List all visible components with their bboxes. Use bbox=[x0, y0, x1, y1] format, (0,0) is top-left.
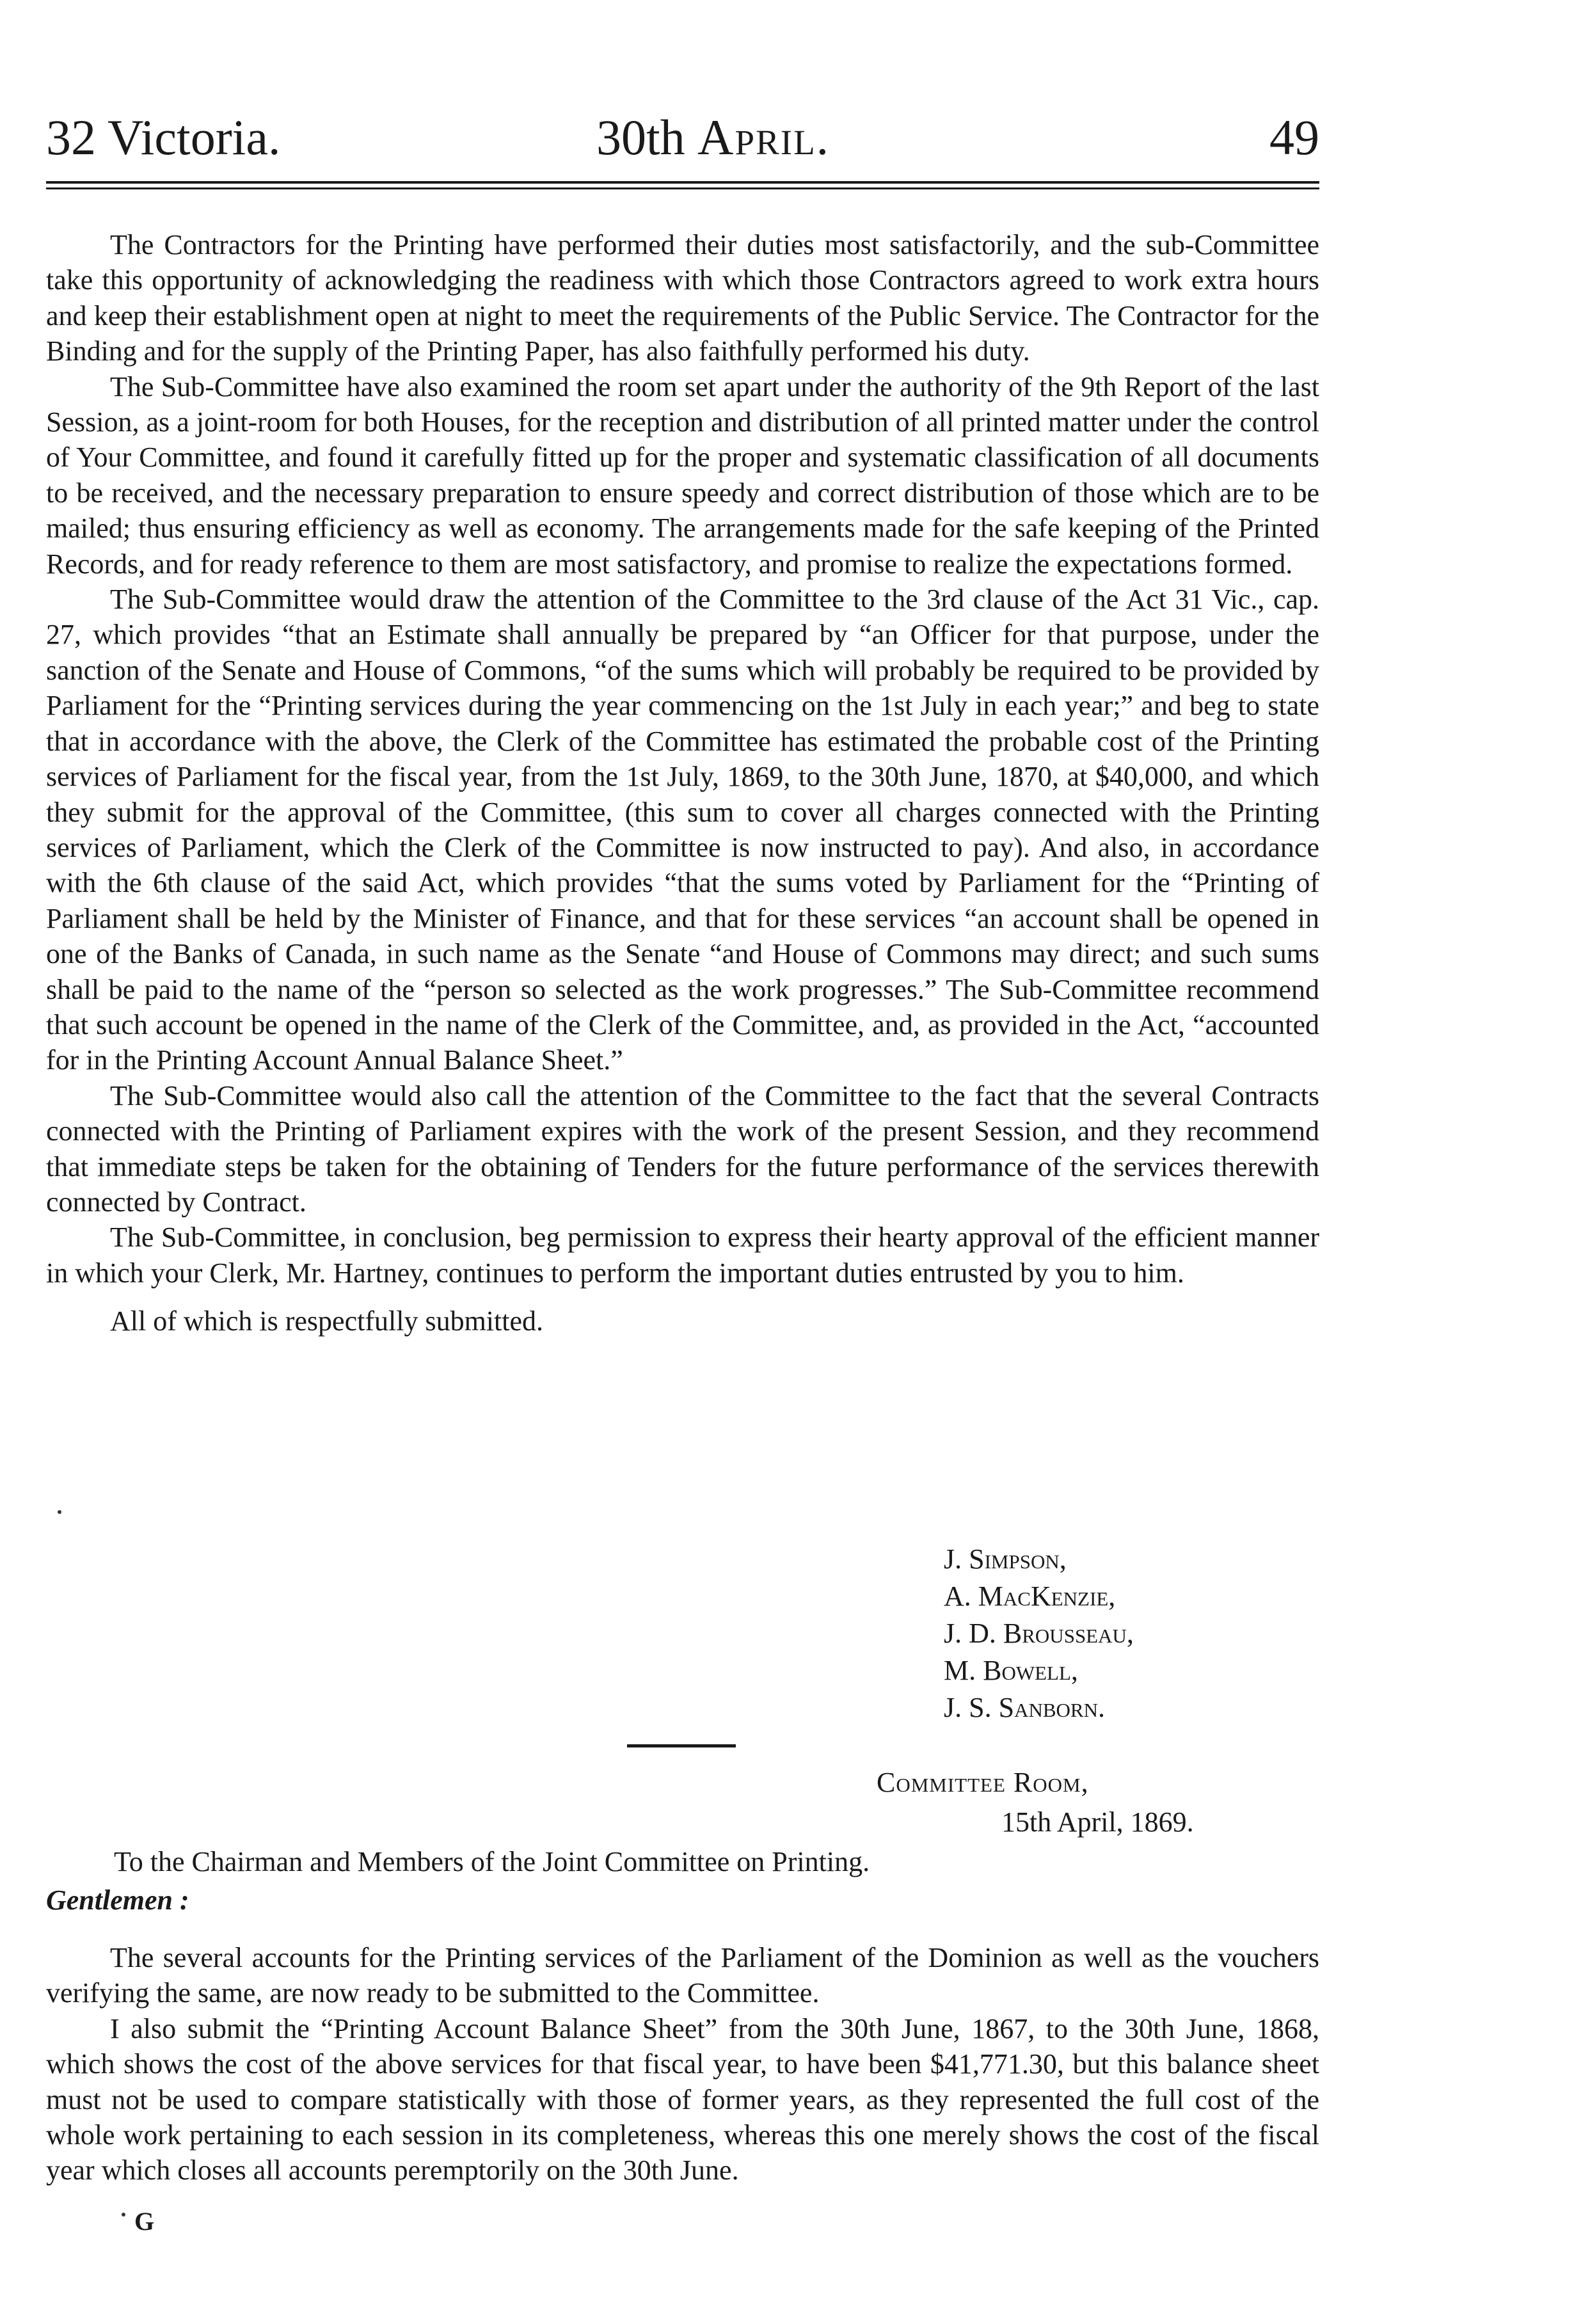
header-date-day: 30th bbox=[596, 109, 685, 165]
paragraph-contractors: The Contractors for the Printing have performed their duties most satisfactorily, and the sub-Committee take this opportunity of acknowledging the readiness with which those Contractors agreed to work extra hours and keep their establishment open at night to meet the requirements of the Public Service. The Contractor for the Binding and for the supply of the Printing Paper, has also faithfully performed his duty. bbox=[46, 229, 1319, 367]
stray-mark bbox=[58, 1510, 61, 1514]
signatory: J. Simpson, bbox=[944, 1543, 1067, 1575]
letter-body bbox=[46, 1940, 1319, 2188]
paragraph-joint-room: The Sub-Committee have also examined the room set apart under the authority of the 9th Report of the last Session, as a joint-room for both Houses, for the reception and distribution of all printed matter under the control of Your Committee, and found it carefully fitted up for the proper and systematic classification of all documents to be received, and the necessary preparation to ensure speedy and correct distribution of those which are to be mailed; thus ensuring efficiency as well as economy. The arrangements made for the safe keeping of the Printed Records, and for ready reference to them are most satisfactory, and promise to realize the expectations formed. bbox=[46, 370, 1319, 580]
signature-mark: G bbox=[134, 2207, 155, 2236]
letter-paragraph-balance-sheet: I also submit the “Printing Account Balance Sheet” from the 30th June, 1867, to the 30th June, 1868, which shows the cost of the above services for that fiscal year, to have been $41,771.30, but this balance sheet must not be used to compare statistically with those of former years, as they represented the full cost of the whole work pertaining to each session in its completeness, whereas this one merely shows the cost of the fiscal year which closes all accounts peremptorily on the 30th June. bbox=[46, 2012, 1319, 2186]
header-date bbox=[596, 109, 830, 166]
letter-addressee: To the Chairman and Members of the Joint Committee on Printing. bbox=[114, 1846, 870, 1877]
page-number: 49 bbox=[1269, 109, 1319, 165]
report-body bbox=[46, 227, 1319, 1339]
letter-date: 15th April, 1869. bbox=[1001, 1806, 1194, 1838]
paragraph-contracts: The Sub-Committee would also call the attention of the Committee to the fact that the several Contracts connected with the Printing of Parliament expires with the work of the present Session, and they recommend that immediate steps be taken for the obtaining of Tenders for the future performance of the services therewith connected by Contract. bbox=[46, 1079, 1319, 1218]
header-regnal-year: 32 Victoria. bbox=[46, 109, 281, 165]
letter-salutation: Gentlemen : bbox=[46, 1884, 189, 1916]
letter-paragraph-accounts: The several accounts for the Printing services of the Parliament of the Dominion as well as the vouchers verifying the same, are now ready to be submitted to the Committee. bbox=[46, 1942, 1319, 2009]
section-divider bbox=[627, 1744, 736, 1747]
paragraph-conclusion: The Sub-Committee, in conclusion, beg permission to express their hearty approval of the efficient manner in which your Clerk, Mr. Hartney, continues to perform the important duties entrusted by you to him. bbox=[46, 1222, 1319, 1289]
closing-line: All of which is respectfully submitted. bbox=[110, 1305, 543, 1337]
signatory: A. MacKenzie, bbox=[944, 1580, 1116, 1612]
signatory: J. S. Sanborn. bbox=[944, 1692, 1105, 1723]
stray-mark bbox=[122, 2213, 125, 2217]
paragraph-estimate: The Sub-Committee would draw the attention of the Committee to the 3rd clause of the Act 31 Vic., cap. 27, which provides “that an Estimate shall annually be prepared by “an Officer for that purpose, under the sanction of the Senate and House of Commons, “of the sums which will probably be required to be provided by Parliament for the “Printing services during the year commencing on the 1st July in each year;” and beg to state that in accordance with the above, the Clerk of the Committee has estimated the probable cost of the Printing services of Parliament for the fiscal year, from the 1st July, 1869, to the 30th June, 1870, at $40,000, and which they submit for the approval of the Committee, (this sum to cover all charges connected with the Printing services of Parliament, which the Clerk of the Committee is now instructed to pay). And also, in accordance with the 6th clause of the said Act, which provides “that the sums voted by Parliament for the “Printing of Parliament shall be held by the Minister of Finance, and that for these services “an account shall be opened in one of the Banks of Canada, in such name as the Senate “and House of Commons may direct; and such sums shall be paid to the name of the “person so selected as the work progresses.” The Sub-Committee recommend that such account be opened in the name of the Clerk of the Committee, and, as provided in the Act, “accounted for in the Printing Account Annual Balance Sheet.” bbox=[46, 584, 1319, 1076]
signatories-block bbox=[944, 1541, 1134, 1726]
header-rule-thick bbox=[46, 181, 1319, 184]
running-header bbox=[46, 96, 1332, 166]
header-date-month: April. bbox=[697, 109, 831, 165]
letter-place: Committee Room, bbox=[877, 1767, 1089, 1798]
signatory: M. Bowell, bbox=[944, 1655, 1078, 1686]
header-rule-thin bbox=[46, 187, 1319, 189]
signatory: J. D. Brousseau, bbox=[944, 1618, 1134, 1649]
